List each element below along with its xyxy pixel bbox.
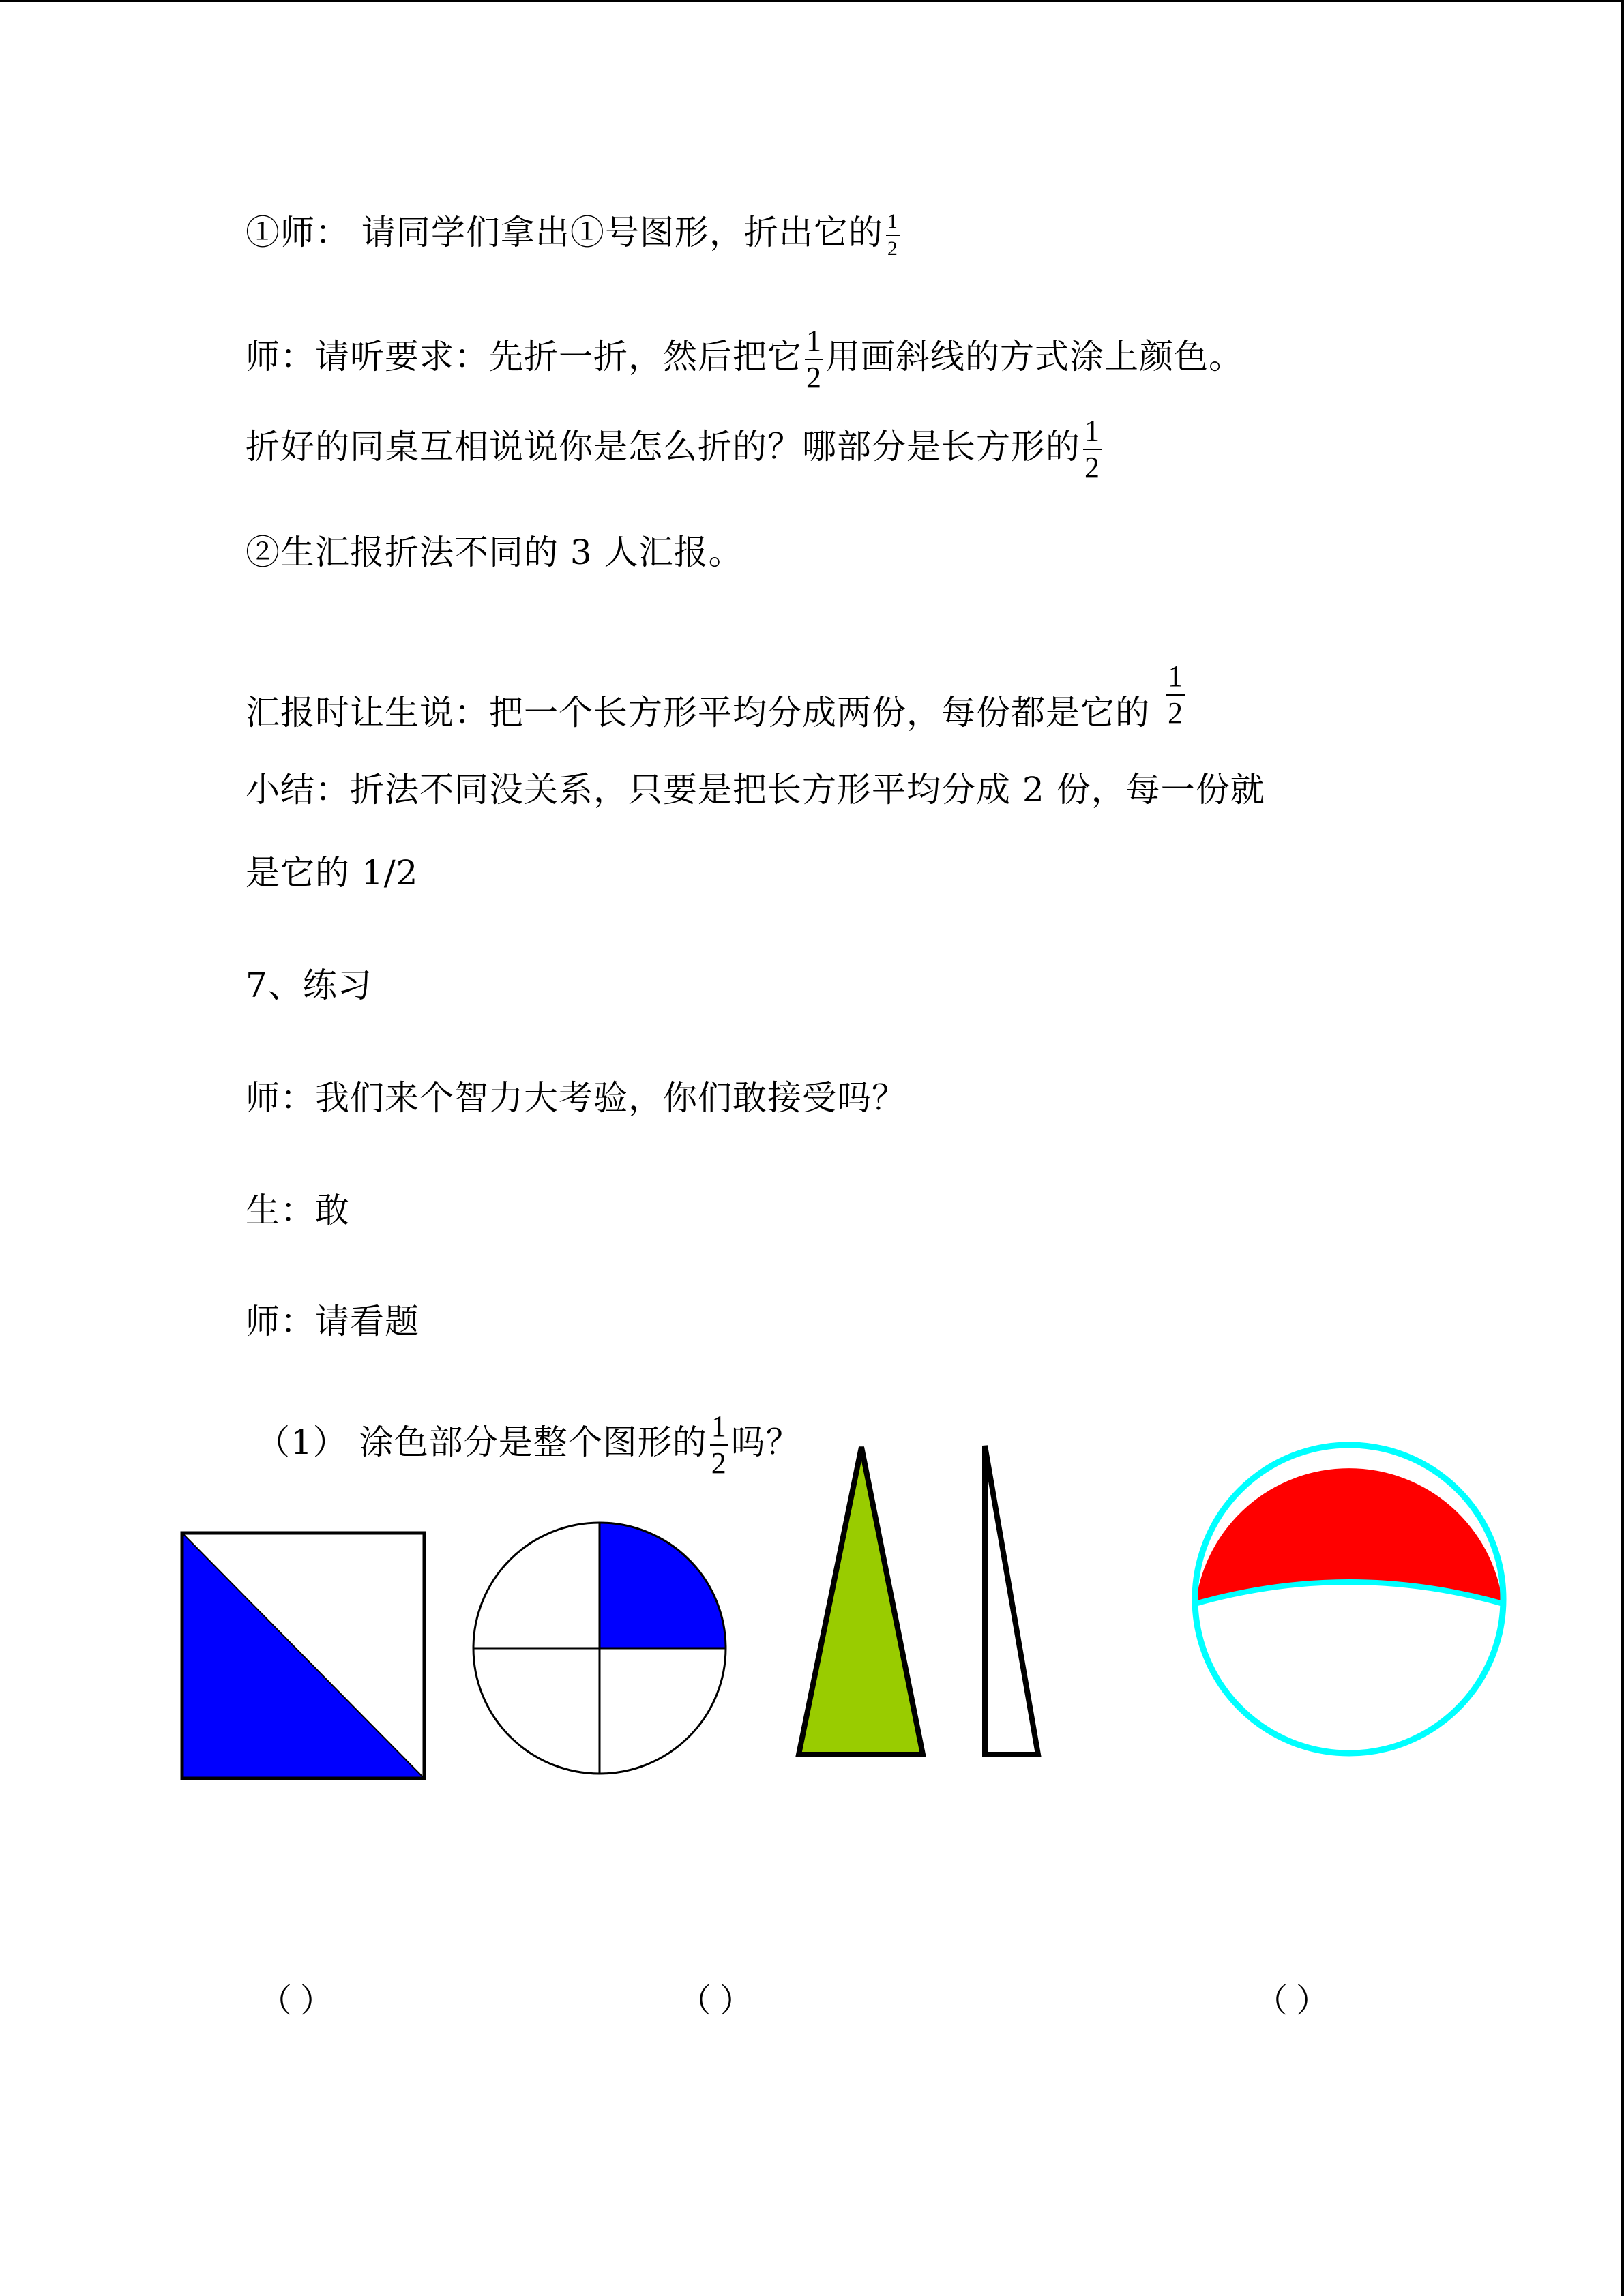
fraction-one-half: $\frac{1}{2}$	[887, 210, 898, 260]
figure-triangle-thin	[985, 1446, 1038, 1755]
text: ①师： 请同学们拿出①号图形，折出它的	[246, 213, 883, 252]
figure-circle-segment	[1195, 1445, 1503, 1753]
text: 生：敢	[246, 1191, 350, 1230]
text: ②生汇报折法不同的 3 人汇报。	[246, 533, 743, 572]
figure-circle-quarters	[473, 1522, 726, 1774]
figure-triangle-green	[799, 1447, 923, 1755]
text: 汇报时让生说：把一个长方形平均分成两份，每份都是它的	[246, 693, 1150, 732]
fraction-one-half: $\frac{1}{2}$	[711, 1410, 727, 1480]
text: 师：我们来个智力大考验，你们敢接受吗？	[246, 1078, 906, 1118]
text: 折好的同桌互相说说你是怎么折的？哪部分是长方形的	[246, 427, 1080, 466]
text: 7、练习	[246, 966, 372, 1005]
fraction-one-half: $\frac{1}{2}$	[1168, 659, 1183, 730]
fraction-one-half: $\frac{1}{2}$	[1084, 414, 1100, 484]
text-after: 吗？	[730, 1422, 801, 1462]
answer-blank-3[interactable]: （ ）	[1255, 1983, 1329, 2019]
answer-blank-1[interactable]: （ ）	[259, 1983, 334, 2019]
text-after: 用画斜线的方式涂上颜色。	[826, 337, 1243, 376]
text: 师：请看题	[246, 1302, 419, 1341]
text-before: （1） 涂色部分是整个图形的	[256, 1422, 707, 1462]
figure-rectangle-diagonal	[182, 1533, 424, 1778]
text-before: 师：请听要求：先折一折，然后把它	[246, 337, 802, 376]
fraction-one-half: $\frac{1}{2}$	[806, 324, 822, 394]
answer-blank-2[interactable]: （ ）	[679, 1983, 753, 2019]
text: 小结：折法不同没关系，只要是把长方形平均分成 2 份，每一份就	[246, 770, 1265, 809]
text: 是它的 1/2	[246, 853, 419, 893]
